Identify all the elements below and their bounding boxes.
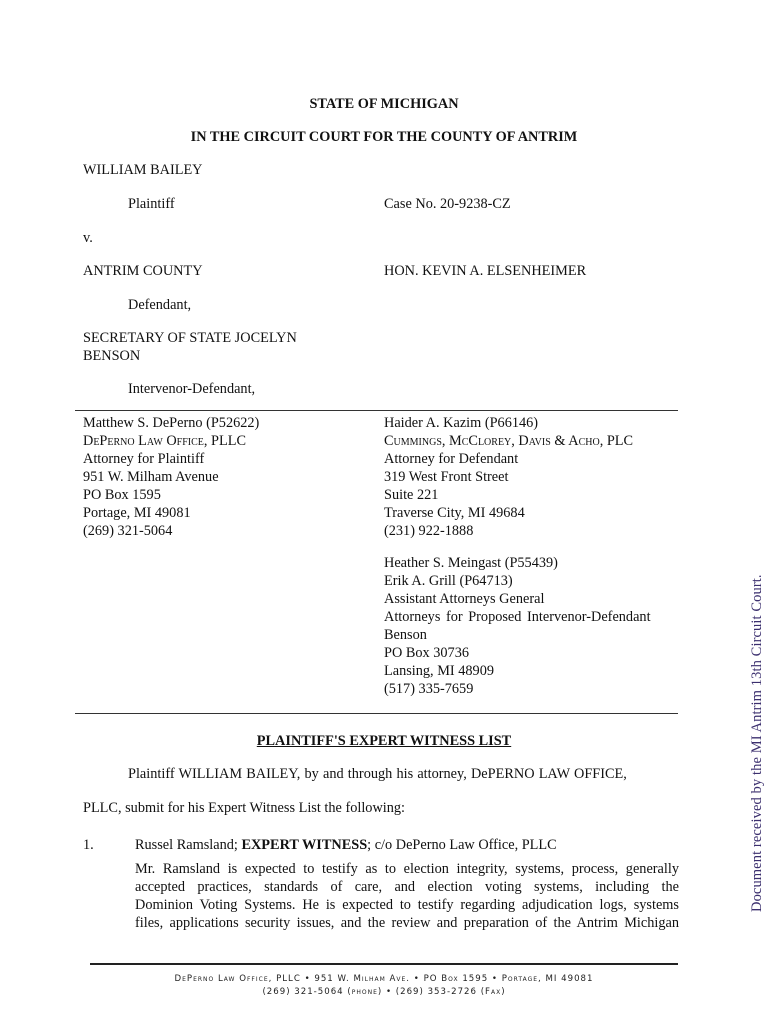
intervenor-name-line2: BENSON [83,348,141,364]
counsel-line: Heather S. Meingast (P55439) [384,555,558,571]
counsel-line: Haider A. Kazim (P66146) [384,415,539,431]
footer-line-1: DePerno Law Office, PLLC • 951 W. Milham Ave. • PO Box 1595 • Portage, MI 49081 [174,974,594,984]
counsel-divider [75,713,678,714]
intro-line-2: PLLC, submit for his Expert Witness List the following: [83,800,406,816]
footer-rule [90,963,678,965]
counsel-line: Erik A. Grill (P64713) [384,573,513,589]
case-number: Case No. 20-9238-CZ [384,196,511,212]
state-heading: STATE OF MICHIGAN [309,96,459,112]
versus: v. [83,230,93,246]
counsel-line: (231) 922-1888 [384,523,474,539]
counsel-line: (517) 335-7659 [384,681,474,697]
plaintiff-counsel-block [83,414,259,540]
counsel-line: Benson [384,627,427,643]
description-line: Mr. Ramsland is expected to testify as to election integrity, systems, process, generally [135,861,679,877]
item-number: 1. [83,837,94,853]
counsel-line: Attorney for Defendant [384,451,519,467]
expert-witness-label: EXPERT WITNESS [241,837,368,853]
counsel-line: Suite 221 [384,487,439,503]
document-title: PLAINTIFF'S EXPERT WITNESS LIST [256,733,512,749]
counsel-line: Attorneys for Proposed Intervenor-Defendant [384,609,651,625]
court-receipt-stamp: Document received by the MI Antrim 13th Circuit Court. [749,574,765,912]
counsel-line: Attorney for Plaintiff [83,451,205,467]
plaintiff-name: WILLIAM BAILEY [83,162,203,178]
court-heading: IN THE CIRCUIT COURT FOR THE COUNTY OF ANTRIM [190,129,578,145]
witness-heading [135,836,557,854]
judge-name: HON. KEVIN A. ELSENHEIMER [384,263,587,279]
description-line: Dominion Voting Systems. He is expected to testify regarding adjudication logs, systems [135,897,679,913]
counsel-line: Matthew S. DePerno (P52622) [83,415,260,431]
description-line: accepted practices, standards of care, and election voting systems, including the [135,879,679,895]
counsel-line: Cummings, McClorey, Davis & Acho, PLC [384,433,634,449]
counsel-line: Assistant Attorneys General [384,591,545,607]
caption-divider [75,410,678,411]
counsel-line: 951 W. Milham Avenue [83,469,219,485]
intervenor-role: Intervenor-Defendant, [128,381,256,397]
intervenor-counsel-block [384,554,651,698]
footer-line-2: (269) 321-5064 (phone) • (269) 353-2726 (Fax) [262,987,506,997]
counsel-line: (269) 321-5064 [83,523,173,539]
witness-description [135,860,679,932]
counsel-line: Portage, MI 49081 [83,505,191,521]
counsel-line: DePerno Law Office, PLLC [83,433,247,449]
counsel-line: PO Box 1595 [83,487,161,503]
defendant-counsel-block [384,414,633,540]
counsel-line: Lansing, MI 48909 [384,663,494,679]
plaintiff-role: Plaintiff [128,196,175,212]
defendant-role: Defendant, [128,297,192,313]
counsel-line: PO Box 30736 [384,645,469,661]
counsel-line: Traverse City, MI 49684 [384,505,525,521]
intro-line-1: Plaintiff WILLIAM BAILEY, by and through his attorney, DePERNO LAW OFFICE, [128,766,627,782]
description-line: files, applications security issues, and the review and preparation of the Antrim Michigan [135,915,679,931]
counsel-line: 319 West Front Street [384,469,509,485]
witness-name: Russel Ramsland; [135,837,242,853]
defendant-name: ANTRIM COUNTY [83,263,203,279]
intervenor-name-line1: SECRETARY OF STATE JOCELYN [83,330,297,346]
witness-contact: ; c/o DePerno Law Office, PLLC [367,837,557,853]
